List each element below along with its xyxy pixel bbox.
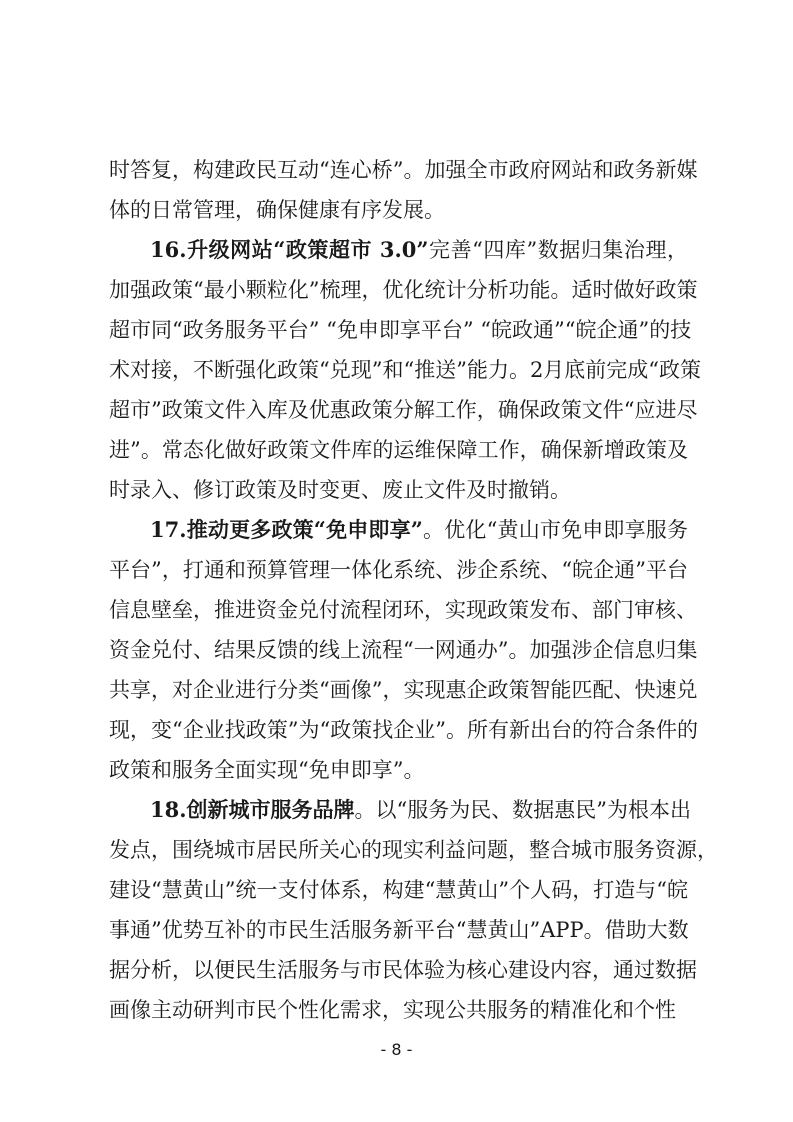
- paragraph-17-first-line: [150, 514, 688, 546]
- text-line: 信息壁垒，推进资金兑付流程闭环，实现政策发布、部门审核、: [109, 598, 697, 622]
- text-line: 进”。常态化做好政策文件库的运维保障工作，确保新增政策及: [109, 438, 688, 462]
- paragraph-18-first-line: [150, 794, 692, 826]
- text-line: 超市同“政务服务平台” “免申即享平台” “皖政通”“皖企通”的技: [109, 318, 692, 342]
- text-line: 发点，围绕城市居民所关心的现实利益问题，整合城市服务资源，: [109, 838, 718, 862]
- text-line: 共享，对企业进行分类“画像”，实现惠企政策智能匹配、快速兑: [109, 678, 698, 702]
- text-line: 术对接，不断强化政策“兑现”和“推送”能力。2月底前完成“政策: [109, 358, 702, 382]
- text-line: 资金兑付、结果反馈的线上流程“一网通办”。加强涉企信息归集: [109, 638, 698, 662]
- text-line: 政策和服务全面实现“免申即享”。: [109, 758, 425, 782]
- text-line: 时答复，构建政民互动“连心桥”。加强全市政府网站和政务新媒: [109, 158, 698, 182]
- text-line: 据分析，以便民生活服务与市民体验为核心建设内容，通过数据: [109, 958, 697, 982]
- text-fragment: 完善“四库”数据归集治理，: [428, 238, 688, 262]
- text-line: 画像主动研判市民个性化需求，实现公共服务的精准化和个性: [109, 998, 676, 1022]
- text-line: 建设“慧黄山”统一支付体系，构建“慧黄山”个人码，打造与“皖: [109, 878, 688, 902]
- text-line: 事通”优势互补的市民生活服务新平台“慧黄山”APP。借助大数: [109, 918, 689, 942]
- text-fragment: 。优化“黄山市免申即享服务: [422, 518, 688, 542]
- text-line: 现，变“企业找政策”为“政策找企业”。所有新出台的符合条件的: [109, 718, 698, 742]
- section-heading-17: 17.推动更多政策“免申即享”: [150, 517, 423, 542]
- text-line: 超市”政策文件入库及优惠政策分解工作，确保政策文件“应进尽: [109, 398, 698, 422]
- page-number: - 8 -: [380, 1040, 413, 1059]
- section-heading-18: 18.创新城市服务品牌: [150, 797, 355, 822]
- section-heading-16: 16.升级网站“政策超市 3.0”: [150, 237, 429, 262]
- text-fragment: 。以“服务为民、数据惠民”为根本出: [354, 798, 692, 822]
- text-line: 体的日常管理，确保健康有序发展。: [109, 198, 445, 222]
- text-line: 时录入、修订政策及时变更、废止文件及时撤销。: [109, 478, 571, 502]
- text-line: 加强政策“最小颗粒化”梳理，优化统计分析功能。适时做好政策: [109, 278, 698, 302]
- text-line: 平台”，打通和预算管理一体化系统、涉企系统、“皖企通”平台: [109, 558, 688, 582]
- paragraph-16-first-line: [150, 234, 688, 266]
